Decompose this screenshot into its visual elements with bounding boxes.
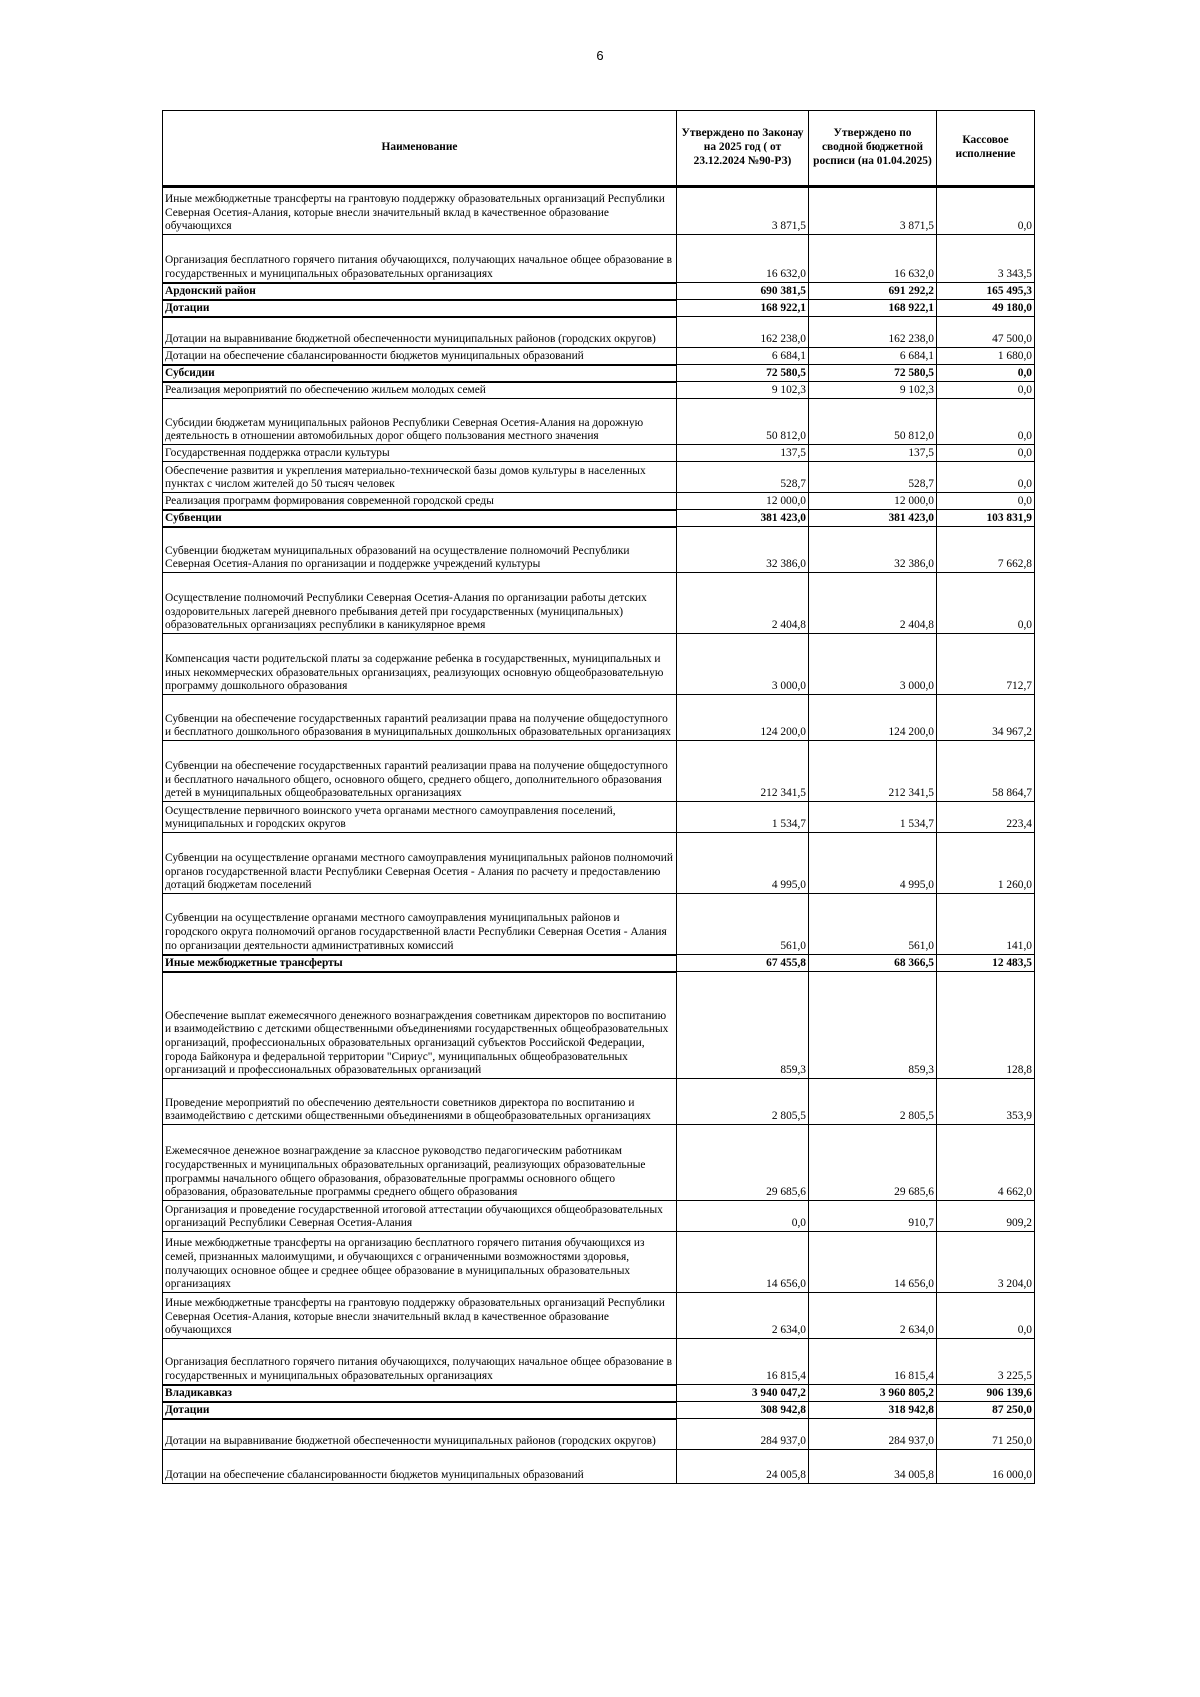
row-name: Проведение мероприятий по обеспечению деятельности советников директора по воспитанию и взаимодействию с детскими общественными объединениями в общеобразовательных организациях xyxy=(163,1079,677,1125)
header-approved-law: Утверждено по Законау на 2025 год ( от 23.12.2024 №90-РЗ) xyxy=(677,111,809,187)
row-approved-schedule: 3 871,5 xyxy=(809,187,937,235)
row-approved-schedule: 29 685,6 xyxy=(809,1125,937,1201)
header-cash-execution: Кассовое исполнение xyxy=(937,111,1035,187)
row-approved-law: 308 942,8 xyxy=(677,1402,809,1419)
table-row xyxy=(163,741,1035,802)
row-approved-law: 137,5 xyxy=(677,445,809,462)
row-cash-execution: 87 250,0 xyxy=(937,1402,1035,1419)
row-approved-law: 32 386,0 xyxy=(677,527,809,573)
row-approved-schedule: 2 805,5 xyxy=(809,1079,937,1125)
row-approved-schedule: 2 634,0 xyxy=(809,1293,937,1339)
row-name: Реализация мероприятий по обеспечению жильем молодых семей xyxy=(163,382,677,399)
row-name: Субвенции на обеспечение государственных гарантий реализации права на получение общедоступного и бесплатного дошкольного образования в муниципальных дошкольных образовательных организациях xyxy=(163,695,677,741)
table-row xyxy=(163,235,1035,283)
row-cash-execution: 4 662,0 xyxy=(937,1125,1035,1201)
table-row xyxy=(163,1079,1035,1125)
row-approved-law: 2 404,8 xyxy=(677,573,809,634)
header-approved-schedule: Утверждено по сводной бюджетной росписи (на 01.04.2025) xyxy=(809,111,937,187)
row-approved-law: 3 940 047,2 xyxy=(677,1385,809,1402)
row-name: Субвенции бюджетам муниципальных образований на осуществление полномочий Республики Северная Осетия-Алания по организации и поддержке учреждений культуры xyxy=(163,527,677,573)
row-cash-execution: 0,0 xyxy=(937,493,1035,510)
row-approved-schedule: 3 960 805,2 xyxy=(809,1385,937,1402)
row-approved-law: 4 995,0 xyxy=(677,833,809,894)
table-row xyxy=(163,955,1035,972)
row-approved-schedule: 561,0 xyxy=(809,894,937,955)
table-row xyxy=(163,348,1035,365)
row-cash-execution: 1 680,0 xyxy=(937,348,1035,365)
table-row xyxy=(163,365,1035,382)
row-name: Субсидии xyxy=(163,365,677,382)
table-row xyxy=(163,527,1035,573)
row-approved-law: 12 000,0 xyxy=(677,493,809,510)
table-row xyxy=(163,1232,1035,1293)
row-name: Субвенции xyxy=(163,510,677,527)
row-cash-execution: 47 500,0 xyxy=(937,317,1035,348)
table-row xyxy=(163,1339,1035,1385)
table-row xyxy=(163,462,1035,493)
row-name: Организация бесплатного горячего питания обучающихся, получающих начальное общее образование в государственных и муниципальных образовательных организациях xyxy=(163,235,677,283)
table-row xyxy=(163,300,1035,317)
row-cash-execution: 0,0 xyxy=(937,382,1035,399)
row-name: Дотации на выравнивание бюджетной обеспеченности муниципальных районов (городских округов) xyxy=(163,317,677,348)
row-cash-execution: 909,2 xyxy=(937,1201,1035,1232)
row-cash-execution: 3 343,5 xyxy=(937,235,1035,283)
row-cash-execution: 906 139,6 xyxy=(937,1385,1035,1402)
budget-table xyxy=(162,110,1035,1484)
table-row xyxy=(163,1385,1035,1402)
row-approved-schedule: 212 341,5 xyxy=(809,741,937,802)
row-approved-schedule: 68 366,5 xyxy=(809,955,937,972)
header-name: Наименование xyxy=(163,111,677,187)
row-cash-execution: 1 260,0 xyxy=(937,833,1035,894)
row-approved-schedule: 168 922,1 xyxy=(809,300,937,317)
table-row xyxy=(163,1201,1035,1232)
row-name: Иные межбюджетные трансферты на организацию бесплатного горячего питания обучающихся из семей, признанных малоимущими, и обучающихся с ограниченными возможностями здоровья, получающих основное общее и среднее общее образование в муниципальных образовательных организациях xyxy=(163,1232,677,1293)
row-cash-execution: 103 831,9 xyxy=(937,510,1035,527)
table-row xyxy=(163,493,1035,510)
row-name: Владикавказ xyxy=(163,1385,677,1402)
table-row xyxy=(163,972,1035,1079)
row-approved-schedule: 4 995,0 xyxy=(809,833,937,894)
row-approved-law: 24 005,8 xyxy=(677,1450,809,1484)
row-name: Дотации на обеспечение сбалансированности бюджетов муниципальных образований xyxy=(163,348,677,365)
row-cash-execution: 0,0 xyxy=(937,573,1035,634)
row-approved-law: 528,7 xyxy=(677,462,809,493)
row-name: Дотации xyxy=(163,300,677,317)
row-approved-schedule: 859,3 xyxy=(809,972,937,1079)
row-approved-law: 690 381,5 xyxy=(677,283,809,300)
row-name: Ежемесячное денежное вознаграждение за классное руководство педагогическим работникам государственных и муниципальных образовательных организаций, реализующих образовательные программы начального общего образования, образовательные программы основного общего образования, образовательные программы среднего общего образования xyxy=(163,1125,677,1201)
row-name: Организация и проведение государственной итоговой аттестации обучающихся общеобразовательных организаций Республики Северная Осетия-Алания xyxy=(163,1201,677,1232)
row-approved-law: 29 685,6 xyxy=(677,1125,809,1201)
row-approved-schedule: 528,7 xyxy=(809,462,937,493)
row-approved-schedule: 318 942,8 xyxy=(809,1402,937,1419)
table-row xyxy=(163,445,1035,462)
row-cash-execution: 7 662,8 xyxy=(937,527,1035,573)
row-approved-law: 124 200,0 xyxy=(677,695,809,741)
row-cash-execution: 0,0 xyxy=(937,1293,1035,1339)
row-approved-law: 67 455,8 xyxy=(677,955,809,972)
row-approved-schedule: 381 423,0 xyxy=(809,510,937,527)
row-approved-law: 72 580,5 xyxy=(677,365,809,382)
table-row xyxy=(163,894,1035,955)
row-cash-execution: 3 225,5 xyxy=(937,1339,1035,1385)
row-approved-law: 6 684,1 xyxy=(677,348,809,365)
row-approved-law: 561,0 xyxy=(677,894,809,955)
row-cash-execution: 712,7 xyxy=(937,634,1035,695)
row-cash-execution: 0,0 xyxy=(937,187,1035,235)
row-cash-execution: 16 000,0 xyxy=(937,1450,1035,1484)
row-approved-law: 16 632,0 xyxy=(677,235,809,283)
row-approved-schedule: 1 534,7 xyxy=(809,802,937,833)
row-approved-schedule: 6 684,1 xyxy=(809,348,937,365)
table-row xyxy=(163,399,1035,445)
row-cash-execution: 0,0 xyxy=(937,462,1035,493)
row-cash-execution: 0,0 xyxy=(937,365,1035,382)
row-name: Обеспечение выплат ежемесячного денежного вознаграждения советникам директоров по воспитанию и взаимодействию с детскими общественными объединениями государственных общеобразовательных организаций, профессиональных образовательных организаций субъектов Российской Федерации, города Байконура и федеральной территории "Сириус", муниципальных общеобразовательных организаций и профессиональных образовательных организаций xyxy=(163,972,677,1079)
row-approved-schedule: 16 632,0 xyxy=(809,235,937,283)
row-cash-execution: 71 250,0 xyxy=(937,1419,1035,1450)
table-row xyxy=(163,695,1035,741)
row-name: Обеспечение развития и укрепления материально-технической базы домов культуры в населенных пунктах с числом жителей до 50 тысяч человек xyxy=(163,462,677,493)
row-cash-execution: 0,0 xyxy=(937,399,1035,445)
row-name: Осуществление первичного воинского учета органами местного самоуправления поселений, муниципальных и городских округов xyxy=(163,802,677,833)
table-row xyxy=(163,1402,1035,1419)
row-approved-law: 168 922,1 xyxy=(677,300,809,317)
row-name: Организация бесплатного горячего питания обучающихся, получающих начальное общее образование в государственных и муниципальных образовательных организациях xyxy=(163,1339,677,1385)
table-row xyxy=(163,510,1035,527)
row-name: Дотации xyxy=(163,1402,677,1419)
row-name: Дотации на выравнивание бюджетной обеспеченности муниципальных районов (городских округов) xyxy=(163,1419,677,1450)
row-name: Государственная поддержка отрасли культуры xyxy=(163,445,677,462)
row-approved-law: 1 534,7 xyxy=(677,802,809,833)
table-row xyxy=(163,283,1035,300)
row-name: Иные межбюджетные трансферты xyxy=(163,955,677,972)
row-approved-law: 2 634,0 xyxy=(677,1293,809,1339)
row-cash-execution: 3 204,0 xyxy=(937,1232,1035,1293)
row-name: Субвенции на осуществление органами местного самоуправления муниципальных районов полномочий органов государственной власти Республики Северная Осетия - Алания по расчету и предоставлению дотаций бюджетам поселений xyxy=(163,833,677,894)
row-approved-schedule: 34 005,8 xyxy=(809,1450,937,1484)
row-name: Ардонский район xyxy=(163,283,677,300)
table-header-row xyxy=(163,111,1035,187)
row-name: Иные межбюджетные трансферты на грантовую поддержку образовательных организаций Республики Северная Осетия-Алания, которые внесли значительный вклад в качественное образование обучающихся xyxy=(163,1293,677,1339)
table-row xyxy=(163,634,1035,695)
row-name: Субсидии бюджетам муниципальных районов Республики Северная Осетия-Алания на дорожную деятельность в отношении автомобильных дорог общего пользования местного значения xyxy=(163,399,677,445)
row-approved-law: 212 341,5 xyxy=(677,741,809,802)
row-cash-execution: 49 180,0 xyxy=(937,300,1035,317)
row-approved-schedule: 2 404,8 xyxy=(809,573,937,634)
row-approved-law: 284 937,0 xyxy=(677,1419,809,1450)
page-number: 6 xyxy=(596,48,604,63)
table-row xyxy=(163,802,1035,833)
table-row xyxy=(163,187,1035,235)
row-approved-schedule: 3 000,0 xyxy=(809,634,937,695)
row-cash-execution: 141,0 xyxy=(937,894,1035,955)
row-approved-schedule: 691 292,2 xyxy=(809,283,937,300)
row-name: Реализация программ формирования современной городской среды xyxy=(163,493,677,510)
table-row xyxy=(163,833,1035,894)
row-approved-schedule: 12 000,0 xyxy=(809,493,937,510)
row-cash-execution: 165 495,3 xyxy=(937,283,1035,300)
table-body xyxy=(163,187,1035,1484)
row-approved-schedule: 284 937,0 xyxy=(809,1419,937,1450)
row-approved-schedule: 72 580,5 xyxy=(809,365,937,382)
table-row xyxy=(163,1125,1035,1201)
row-approved-law: 9 102,3 xyxy=(677,382,809,399)
row-name: Осуществление полномочий Республики Северная Осетия-Алания по организации работы детских оздоровительных лагерей дневного пребывания детей при государственных (муниципальных) образовательных организациях республики в каникулярное время xyxy=(163,573,677,634)
table-row xyxy=(163,317,1035,348)
table-row xyxy=(163,573,1035,634)
row-approved-schedule: 910,7 xyxy=(809,1201,937,1232)
row-cash-execution: 58 864,7 xyxy=(937,741,1035,802)
row-approved-schedule: 124 200,0 xyxy=(809,695,937,741)
table-row xyxy=(163,382,1035,399)
row-approved-schedule: 32 386,0 xyxy=(809,527,937,573)
row-approved-law: 2 805,5 xyxy=(677,1079,809,1125)
row-name: Субвенции на осуществление органами местного самоуправления муниципальных районов и городского округа полномочий органов государственной власти Республики Северная Осетия - Алания по организации деятельности административных комиссий xyxy=(163,894,677,955)
row-approved-law: 859,3 xyxy=(677,972,809,1079)
table-row xyxy=(163,1419,1035,1450)
row-name: Субвенции на обеспечение государственных гарантий реализации права на получение общедоступного и бесплатного начального общего, основного общего, среднего общего, дополнительного образования детей в муниципальных общеобразовательных организациях xyxy=(163,741,677,802)
row-approved-schedule: 14 656,0 xyxy=(809,1232,937,1293)
row-cash-execution: 223,4 xyxy=(937,802,1035,833)
row-approved-law: 3 871,5 xyxy=(677,187,809,235)
row-approved-schedule: 16 815,4 xyxy=(809,1339,937,1385)
row-approved-schedule: 137,5 xyxy=(809,445,937,462)
row-cash-execution: 12 483,5 xyxy=(937,955,1035,972)
row-cash-execution: 353,9 xyxy=(937,1079,1035,1125)
row-name: Иные межбюджетные трансферты на грантовую поддержку образовательных организаций Республики Северная Осетия-Алания, которые внесли значительный вклад в качественное образование обучающихся xyxy=(163,187,677,235)
row-cash-execution: 34 967,2 xyxy=(937,695,1035,741)
row-approved-schedule: 9 102,3 xyxy=(809,382,937,399)
table-row xyxy=(163,1293,1035,1339)
row-approved-schedule: 50 812,0 xyxy=(809,399,937,445)
row-cash-execution: 128,8 xyxy=(937,972,1035,1079)
row-approved-law: 50 812,0 xyxy=(677,399,809,445)
row-approved-law: 0,0 xyxy=(677,1201,809,1232)
row-name: Дотации на обеспечение сбалансированности бюджетов муниципальных образований xyxy=(163,1450,677,1484)
row-approved-law: 3 000,0 xyxy=(677,634,809,695)
row-cash-execution: 0,0 xyxy=(937,445,1035,462)
row-approved-law: 16 815,4 xyxy=(677,1339,809,1385)
row-name: Компенсация части родительской платы за содержание ребенка в государственных, муниципальных и иных некоммерческих образовательных организациях, реализующих основную общеобразовательную программу дошкольного образования xyxy=(163,634,677,695)
row-approved-law: 14 656,0 xyxy=(677,1232,809,1293)
row-approved-law: 162 238,0 xyxy=(677,317,809,348)
table-row xyxy=(163,1450,1035,1484)
row-approved-law: 381 423,0 xyxy=(677,510,809,527)
row-approved-schedule: 162 238,0 xyxy=(809,317,937,348)
